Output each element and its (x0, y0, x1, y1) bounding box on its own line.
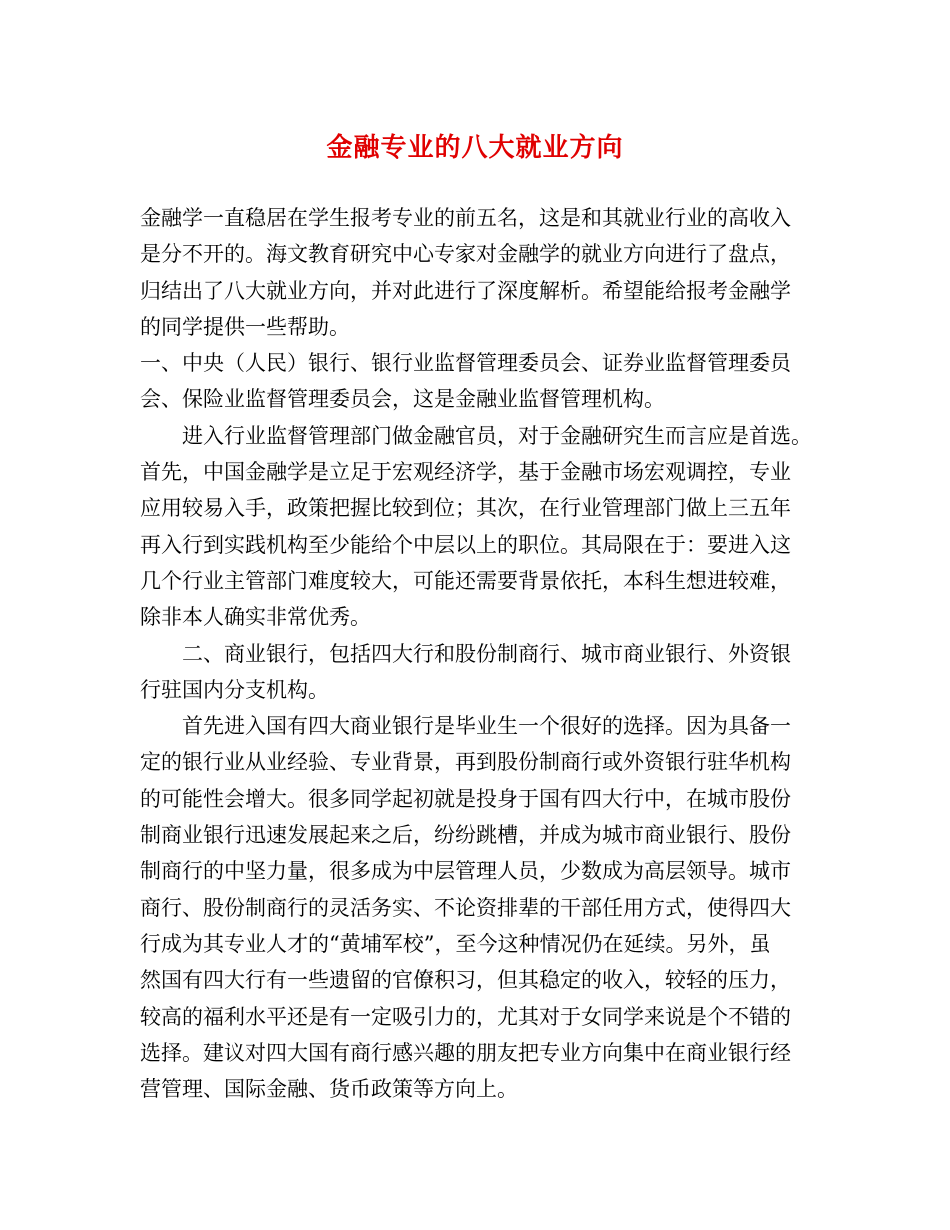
paragraph-section-2-heading: 二、商业银行，包括四大行和股份制商行、城市商业银行、外资银 行驻国内分支机构。 (140, 641, 791, 702)
paragraph-section-1-body: 进入行业监督管理部门做金融官员，对于金融研究生而言应是首选。 首先，中国金融学是立足于宏观经济学，基于金融市场宏观调控，专业 应用较易入手，政策把握比较到位；其次，在行业管理部门做上三五年 再入行到实践机构至少能给个中层以上的职位。其局限在于：要进入这 几个行业主管部门难度较大，可能还需要背景依托，本科生想进较难， 除非本人确实非常优秀。 (140, 423, 812, 630)
document-body (140, 200, 815, 1107)
paragraph-intro: 金融学一直稳居在学生报考专业的前五名，这是和其就业行业的高收入 是分不开的。海文教育研究中心专家对金融学的就业方向进行了盘点， 归结出了八大就业方向，并对此进行了深度解析。希望能给报考金融学 的同学提供一些帮助。 (140, 206, 791, 339)
page-title: 金融专业的八大就业方向 (326, 133, 624, 163)
paragraph-section-1-heading: 一、中央（人民）银行、银行业监督管理委员会、证券业监督管理委员 会、保险业监督管理委员会，这是金融业监督管理机构。 (140, 351, 791, 412)
paragraph-section-2-body: 首先进入国有四大商业银行是毕业生一个很好的选择。因为具备一 定的银行业从业经验、专业背景，再到股份制商行或外资银行驻华机构 的可能性会增大。很多同学起初就是投身于国有四大行中，在城市股份 制商业银行迅速发展起来之后，纷纷跳槽，并成为城市商业银行、股份 制商行的中坚力量，很多成为中层管理人员，少数成为高层领导。城市 商行、股份制商行的灵活务实、不论资排辈的干部任用方式，使得四大 行成为其专业人才的“黄埔军校”，至今这种情况仍在延续。另外，虽 然国有四大行有一些遗留的官僚积习，但其稳定的收入，较轻的压力， 较高的福利水平还是有一定吸引力的，尤其对于女同学来说是个不错的 选择。建议对四大国有商行感兴趣的朋友把专业方向集中在商业银行经 营管理、国际金融、货币政策等方向上。 (140, 714, 791, 1102)
